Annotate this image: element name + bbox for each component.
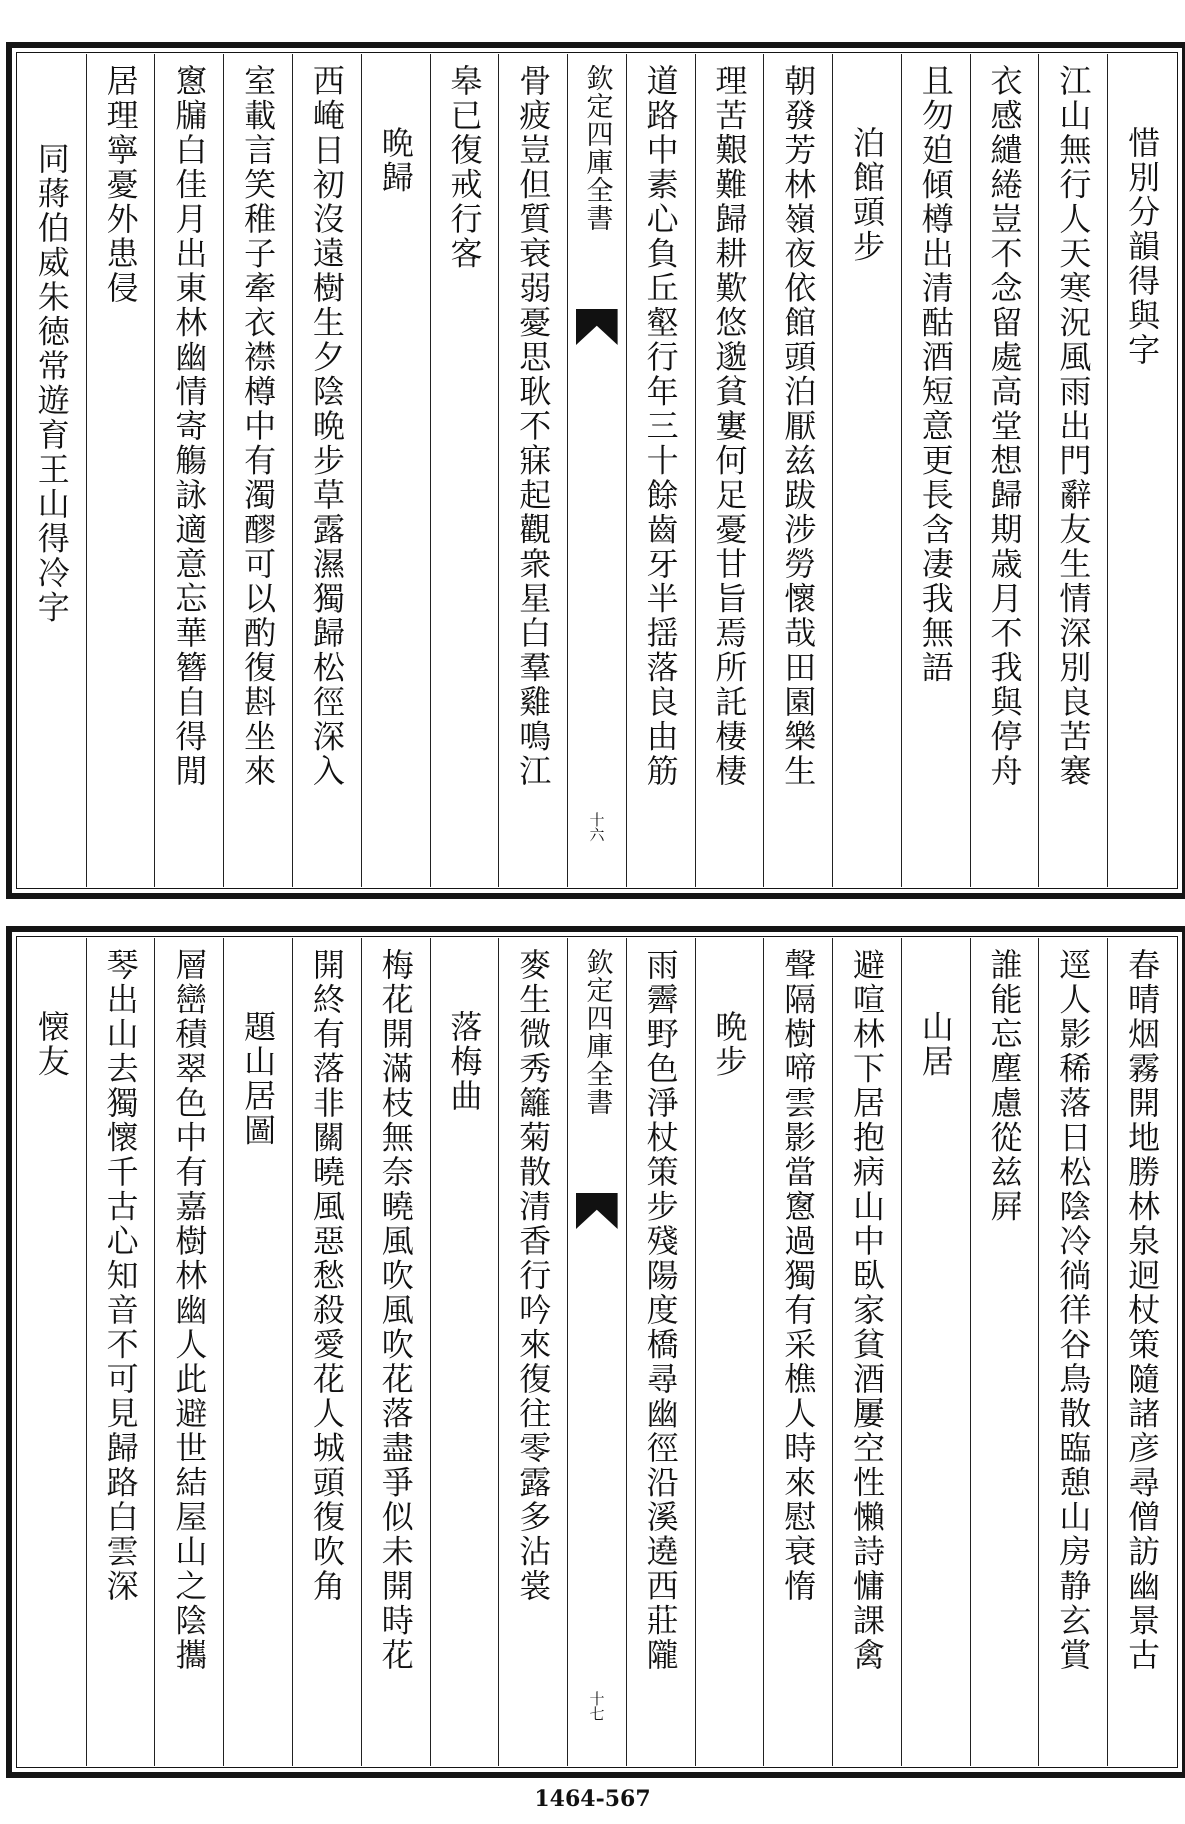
bottom-left-column-3 [292, 938, 361, 1766]
bottom-right-column-3 [901, 938, 970, 1766]
collection-volume [567, 1268, 626, 1328]
verse-line: 麥生微秀籬菊散清香行吟來復往零露多沾裳 [514, 948, 553, 1604]
poem-title: 泊館頭步 [847, 126, 886, 264]
bottom-right-column-5 [763, 938, 832, 1766]
bottom-right-column-4 [832, 938, 901, 1766]
verse-line: 且勿廹傾樽出清酤酒短意更長含凄我無語 [916, 64, 955, 685]
bottom-column-grid [18, 938, 1176, 1766]
verse-line: 理苦艱難歸耕歎悠邈貧寠何足憂甘旨焉所託棲棲 [710, 64, 749, 789]
bottom-left-column-4 [223, 938, 292, 1766]
page-number: 1464-567 [534, 1786, 651, 1812]
bottom-left-column-6 [86, 938, 155, 1766]
poem-title: 題山居圖 [239, 1010, 278, 1148]
verse-line: 道路中素心負丘壑行年三十餘齒牙半揺落良由筋 [641, 64, 680, 789]
verse-line: 聲隔樹啼雲影當窻過獨有采樵人時來慰衰惰 [779, 948, 818, 1604]
leaf-number: 十六 [587, 812, 606, 842]
top-column-grid [18, 54, 1176, 887]
bottom-left-column-0 [498, 938, 567, 1766]
poem-title: 晩步 [710, 1010, 749, 1079]
verse-line: 琴出山去獨懷千古心知音不可見歸路白雲深 [101, 948, 140, 1604]
bottom-left-column-5 [154, 938, 223, 1766]
bottom-left-column-1 [430, 938, 499, 1766]
top-left-column-7 [18, 54, 86, 887]
bottom-right-column-0 [1107, 938, 1176, 1766]
verse-line: 骨疲豈但質衰弱憂思耿不寐起觀衆星白羣雞鳴江 [514, 64, 553, 789]
verse-line: 朝發芳林嶺夜依館頭泊厭兹跋涉勞懷哉田園樂生 [779, 64, 818, 789]
book-title: 欽定四庫全書 [581, 948, 613, 1116]
verse-line: 開終有落非關曉風惡愁殺愛花人城頭復吹角 [307, 948, 346, 1604]
verse-line: 窻牖白佳月出東林幽情寄觴詠適意忘華簪自得閒 [170, 64, 209, 789]
verse-line: 誰能忘塵慮從兹屛 [985, 948, 1024, 1224]
poem-title: 懐友 [32, 1010, 71, 1079]
verse-line: 雨霽野色淨杖策步殘陽度橋尋幽徑沿溪遶西莊隴 [641, 948, 680, 1673]
poem-title: 落梅曲 [445, 1010, 484, 1114]
verse-line: 層巒積翠色中有嘉樹林幽人此避世結屋山之陰攜 [170, 948, 209, 1673]
book-title: 欽定四庫全書 [581, 64, 613, 232]
poem-title: 山居 [916, 1010, 955, 1079]
top-left-column-4 [223, 54, 292, 887]
bottom-left-column-7 [18, 938, 86, 1766]
verse-line: 室載言笑稚子牽衣襟樽中有濁醪可以酌復斟坐來 [239, 64, 278, 789]
bottom-right-column-7 [626, 938, 695, 1766]
top-left-column-2 [361, 54, 430, 887]
bottom-left-column-2 [361, 938, 430, 1766]
top-right-column-3 [901, 54, 970, 887]
top-left-column-0 [498, 54, 567, 887]
top-right-column-4 [832, 54, 901, 887]
top-left-column-3 [292, 54, 361, 887]
top-right-column-6 [695, 54, 764, 887]
top-leaf [6, 42, 1185, 899]
top-right-column-1 [1038, 54, 1107, 887]
bottom-right-column-6 [695, 938, 764, 1766]
verse-line: 西崦日初沒遠樹生夕陰晩步草露濕獨歸松徑深入 [307, 64, 346, 789]
fish-tail-mark [576, 1193, 618, 1229]
bottom-center-column [567, 938, 626, 1766]
poem-title: 晩歸 [376, 126, 415, 195]
poem-title: 惜別分韻得與字 [1123, 126, 1162, 368]
top-right-column-0 [1107, 54, 1176, 887]
top-left-column-5 [154, 54, 223, 887]
verse-line: 居理寧憂外患侵 [101, 64, 140, 306]
verse-line: 皋已復戒行客 [445, 64, 484, 271]
top-right-column-5 [763, 54, 832, 887]
verse-line: 梅花開滿枝無奈曉風吹風吹花落盡爭似未開時花 [376, 948, 415, 1673]
leaf-number: 十七 [587, 1691, 606, 1721]
top-left-column-6 [86, 54, 155, 887]
top-right-column-7 [626, 54, 695, 887]
verse-line: 江山無行人天寒況風雨出門辭友生情深別良苦褰 [1054, 64, 1093, 789]
bottom-right-column-2 [970, 938, 1039, 1766]
top-center-column [567, 54, 626, 887]
verse-line: 春晴烟霧開地勝林泉迥杖策隨諸彦尋僧訪幽景古 [1123, 948, 1162, 1673]
verse-line: 避喧林下居抱病山中臥家貧酒屢空性懶詩慵課禽 [847, 948, 886, 1673]
verse-line: 逕人影稀落日松陰冷徜徉谷鳥散臨憩山房静玄賞 [1054, 948, 1093, 1673]
top-right-column-2 [970, 54, 1039, 887]
bottom-right-column-1 [1038, 938, 1107, 1766]
poem-heading: 同蔣伯威朱徳常遊育王山得冷字 [32, 142, 71, 625]
verse-line: 衣感繾綣豈不念留處高堂想歸期歳月不我與停舟 [985, 64, 1024, 789]
bottom-leaf [6, 926, 1185, 1778]
collection-volume [567, 384, 626, 444]
fish-tail-mark [576, 309, 618, 345]
top-left-column-1 [430, 54, 499, 887]
